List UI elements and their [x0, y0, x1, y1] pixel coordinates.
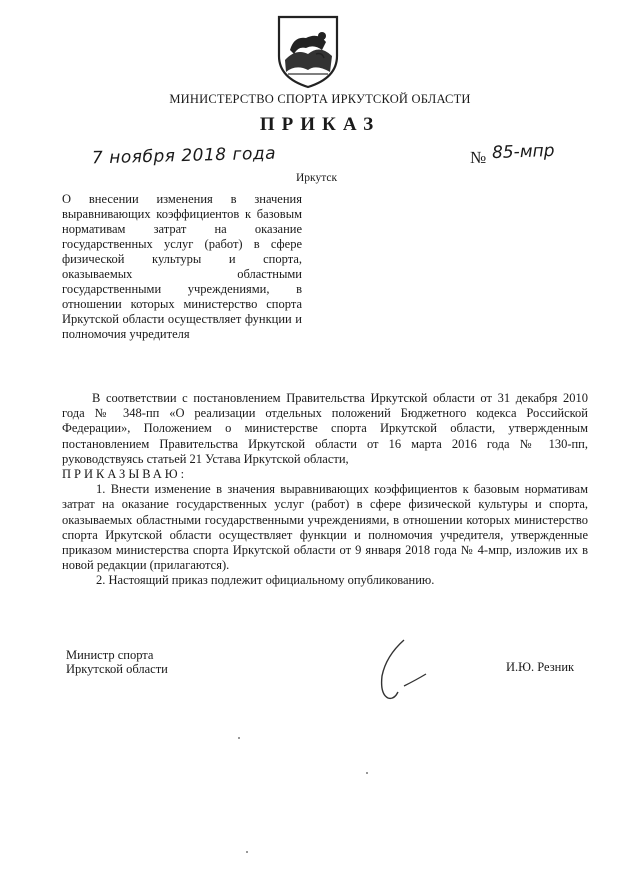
coat-of-arms-icon	[276, 14, 340, 90]
document-date: 7 ноября 2018 года	[91, 143, 277, 169]
scan-speck	[238, 737, 240, 739]
document-subject: О внесении изменения в значения выравнивающих коэффициентов к базовым нормативам затрат на оказание государственных услуг (работ) в сфере физической культуры и спорта, оказываемых областными государственными учреждениями, в отношении которых министерство спорта Иркутской области осуществляет функции и полномочия учредителя	[62, 192, 302, 341]
order-word: ПРИКАЗЫВАЮ:	[62, 467, 188, 482]
body-preamble: В соответствии с постановлением Правительства Иркутской области от 31 декабря 2010 года № 348-пп «О реализации отдельных положений Бюджетного кодекса Российской Федерации», Положением о министерстве спорта Иркутской области, утвержденным постановлением Правительства Иркутской области от 16 марта 2016 года № 130-пп, руководствуясь статьей 21 Устава Иркутской области,	[62, 391, 588, 466]
signatory-position-line1: Министр спорта	[66, 648, 154, 662]
ministry-name: МИНИСТЕРСТВО СПОРТА ИРКУТСКОЙ ОБЛАСТИ	[169, 92, 471, 106]
signature-icon	[374, 636, 454, 702]
signatory-position	[66, 648, 168, 676]
order-item-2: 2. Настоящий приказ подлежит официальному опубликованию.	[96, 573, 435, 588]
document-city: Иркутск	[296, 172, 338, 184]
document-body	[62, 391, 588, 589]
document-title: ПРИКАЗ	[259, 114, 381, 135]
scan-speck	[366, 772, 368, 774]
signatory-position-line2: Иркутской области	[66, 662, 168, 676]
scan-speck	[246, 851, 248, 853]
document-number: 85-мпр	[491, 140, 555, 164]
order-item-1: 1. Внести изменение в значения выравнивающих коэффициентов к базовым нормативам затрат на оказание государственных услуг (работ) в сфере физической культуры и спорта, оказываемых областными государственными учреждениями, в отношении которых министерство спорта Иркутской области осуществляет функции и полномочия учредителя, утвержденные приказом министерства спорта Иркутской области от 9 января 2018 года № 4-мпр, изложив их в новой редакции (прилагаются).	[62, 482, 588, 573]
signatory-name: И.Ю. Резник	[506, 660, 575, 674]
document-number-label: №	[470, 148, 487, 167]
